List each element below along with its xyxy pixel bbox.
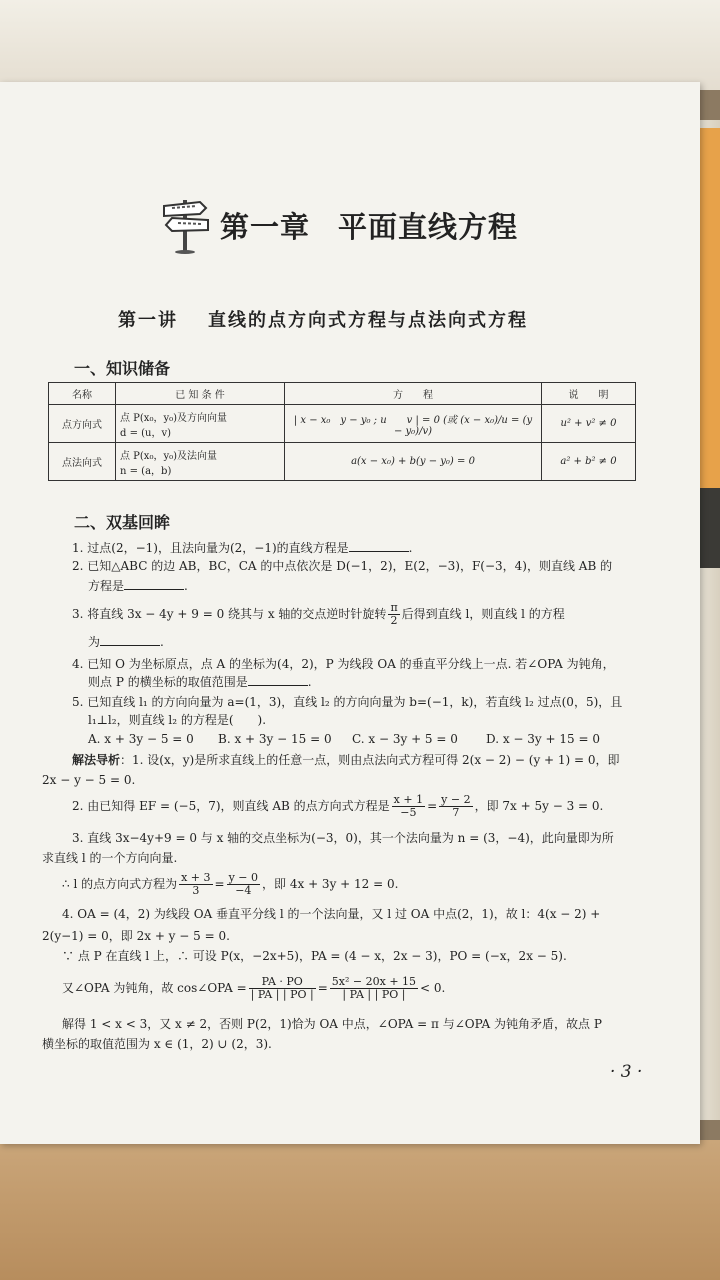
table-row bbox=[49, 443, 636, 481]
table-header: 说 明 bbox=[542, 383, 636, 405]
lecture-title bbox=[118, 306, 528, 332]
answer-blank bbox=[349, 551, 409, 552]
solution-2: 2. 由已知得 EF = (−5，7)，则直线 AB 的点方向式方程是 $\frac{x + 1}{-5}$ = $\frac{y - 2}{7}$ ，即 7x + 5y − 3 = 0. bbox=[72, 793, 604, 819]
solution-1-line2: 2x − y − 5 = 0. bbox=[42, 773, 136, 787]
solution-4-line2: 2(y−1) = 0，即 2x + y − 5 = 0. bbox=[42, 929, 230, 943]
problem-2-line1: 2. 已知△ABC 的边 AB，BC，CA 的中点依次是 D(−1，2)，E(2，−3)，F(−3，4)，则直线 AB 的 bbox=[72, 559, 613, 573]
orange-cover-edge bbox=[700, 128, 720, 488]
solution-4-line1: 4. OA = (4，2) 为线段 OA 垂直平分线 l 的一个法向量，又 l 过 OA 中点(2，1)，故 l：4(x − 2) + bbox=[62, 907, 601, 921]
signpost-icon bbox=[160, 196, 212, 254]
table-cell-note: a² + b² ≠ 0 bbox=[542, 443, 636, 481]
problem-1: 1. 过点(2，−1)，且法向量为(2，−1)的直线方程是 . bbox=[72, 541, 413, 555]
table-row bbox=[49, 405, 636, 443]
problem-3-line2: 为 . bbox=[88, 635, 164, 649]
lecture-number: 第一讲 bbox=[118, 310, 178, 331]
lecture-name: 直线的点方向式方程与点法向式方程 bbox=[208, 310, 528, 331]
solution-4-line4: 又∠OPA 为钝角，故 cos∠OPA = $\frac{PA \cdot PO}{| PA | | PO |}$ = $\frac{\text{5x² − 20x + 15}}{| PA | | PO |}$ < 0. bbox=[62, 975, 446, 1001]
answer-blank bbox=[124, 589, 184, 590]
solution-4-line6: 横坐标的取值范围为 x ∈ (1，2) ∪ (2，3). bbox=[42, 1037, 272, 1051]
solution-3-line3: ∴ l 的点方向式方程为 $\frac{x + 3}{3}$ = $\frac{y - 0}{-4}$ ，即 4x + 3y + 12 = 0. bbox=[62, 871, 399, 897]
table-cell-name: 点方向式 bbox=[49, 405, 116, 443]
problem-4-line2: 则点 P 的横坐标的取值范围是 . bbox=[88, 675, 312, 689]
solution-4-line5: 解得 1 < x < 3，又 x ≠ 2，否则 P(2，1)恰为 OA 中点，∠OPA = π 与∠OPA 为钝角矛盾，故点 P bbox=[62, 1017, 602, 1031]
problem-5-option-b: B. x + 3y − 15 = 0 bbox=[218, 732, 332, 746]
table-cell-condition: 点 P(x₀，y₀)及方向向量 d = (u，v) bbox=[116, 405, 285, 443]
chapter-number: 第一章 bbox=[220, 210, 311, 244]
section-heading-knowledge: 一、知识储备 bbox=[74, 359, 171, 378]
table-surface bbox=[0, 1140, 720, 1280]
table-header: 已 知 条 件 bbox=[116, 383, 285, 405]
problem-5-option-d: D. x − 3y + 15 = 0 bbox=[486, 732, 600, 746]
table-header: 方 程 bbox=[285, 383, 542, 405]
solution-3-line2: 求直线 l 的一个方向向量. bbox=[42, 851, 178, 865]
table-header-row bbox=[49, 383, 636, 405]
fraction-pi-over-2: $\frac{\pi}{2}$ bbox=[390, 601, 398, 627]
chapter-title bbox=[220, 205, 518, 246]
problem-5-line1: 5. 已知直线 l₁ 的方向向量为 a=(1，3)，直线 l₂ 的方向向量为 b=(−1，k)，若直线 l₂ 过点(0，5)，且 bbox=[72, 695, 623, 709]
table-cell-condition: 点 P(x₀，y₀)及法向量 n = (a，b) bbox=[116, 443, 285, 481]
page-number: · 3 · bbox=[610, 1062, 643, 1082]
problem-5-option-a: A. x + 3y − 5 = 0 bbox=[88, 732, 194, 746]
solution-4-line3: ∵ 点 P 在直线 l 上，∴ 可设 P(x，−2x+5)，PA = (4 − x，2x − 3)，PO = (−x，2x − 5). bbox=[62, 949, 567, 963]
background-top bbox=[0, 0, 720, 90]
answer-blank bbox=[248, 685, 308, 686]
answer-blank bbox=[100, 645, 160, 646]
problem-4-line1: 4. 已知 O 为坐标原点，点 A 的坐标为(4，2)，P 为线段 OA 的垂直平分线上一点. 若∠OPA 为钝角， bbox=[72, 657, 615, 671]
problem-3-line1: 3. 将直线 3x − 4y + 9 = 0 绕其与 x 轴的交点逆时针旋转 $\frac{\pi}{2}$ 后得到直线 l，则直线 l 的方程 bbox=[72, 601, 565, 627]
problem-5-option-c: C. x − 3y + 5 = 0 bbox=[352, 732, 458, 746]
section-heading-review: 二、双基回眸 bbox=[74, 513, 171, 532]
knowledge-table bbox=[48, 382, 636, 481]
solution-1-line1: 解法导析：1. 设(x，y)是所求直线上的任意一点，则由点法向式方程可得 2(x − 2) − (y + 1) = 0，即 bbox=[72, 753, 620, 767]
problem-2-line2: 方程是 . bbox=[88, 579, 188, 593]
table-cell-equation: | x − x₀ y − y₀ ; u v | = 0 (或 (x − x₀)/u = (y − y₀)/v) bbox=[285, 405, 542, 443]
table-cell-name: 点法向式 bbox=[49, 443, 116, 481]
solution-3-line1: 3. 直线 3x−4y+9 = 0 与 x 轴的交点坐标为(−3，0)，其一个法向量为 n = (3，−4)，此向量即为所 bbox=[72, 831, 614, 845]
dark-cover-edge bbox=[700, 488, 720, 568]
table-header: 名称 bbox=[49, 383, 116, 405]
table-cell-equation: a(x − x₀) + b(y − y₀) = 0 bbox=[285, 443, 542, 481]
table-cell-note: u² + v² ≠ 0 bbox=[542, 405, 636, 443]
chapter-name: 平面直线方程 bbox=[338, 210, 519, 244]
problem-5-line2: l₁⊥l₂，则直线 l₂ 的方程是( ). bbox=[88, 713, 267, 727]
